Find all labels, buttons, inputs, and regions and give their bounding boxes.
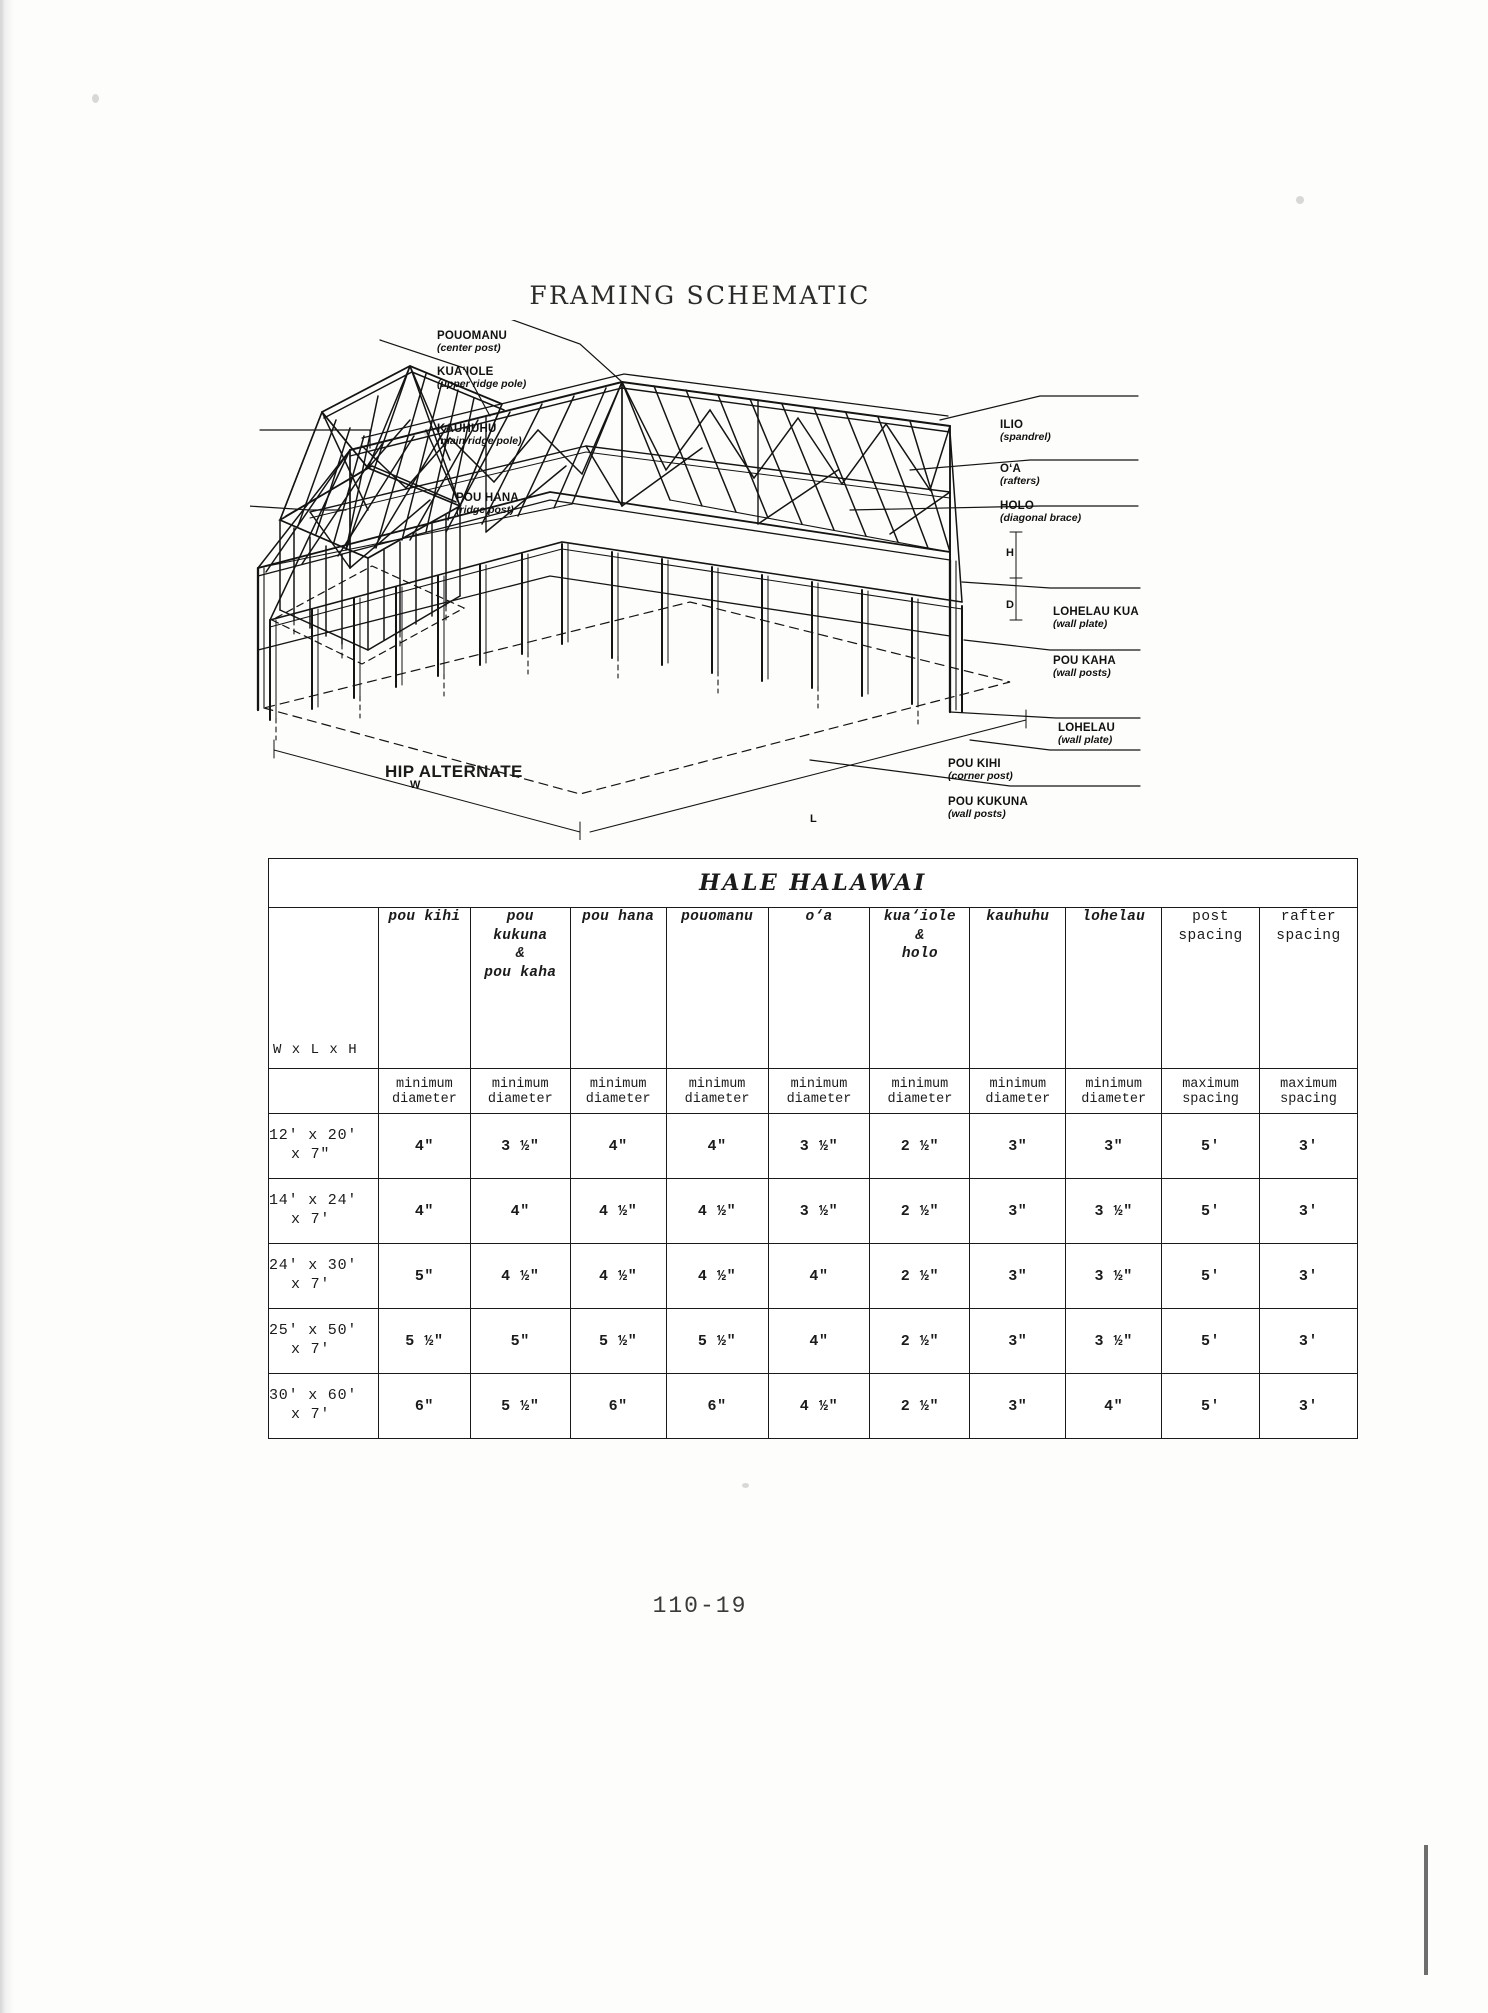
cell-pou-kihi: 6" — [379, 1374, 471, 1439]
subheader-kuaiole: minimum diameter — [870, 1069, 970, 1114]
table-row — [269, 1374, 1358, 1439]
header-oa: o‘a — [768, 908, 870, 1069]
cell-size: 25' x 50' x 7' — [269, 1309, 379, 1374]
cell-oa: 3 ½" — [768, 1114, 870, 1179]
cell-pou-hana: 4" — [570, 1114, 666, 1179]
callout-ilio: ILIO (spandrel) — [1000, 419, 1051, 443]
cell-lohelau: 3 ½" — [1066, 1179, 1162, 1244]
cell-post-spacing: 5' — [1162, 1244, 1260, 1309]
cell-pou-hana: 6" — [570, 1374, 666, 1439]
callout-pou-hana: POU HANA (ridge post) — [456, 492, 519, 516]
cell-post-spacing: 5' — [1162, 1179, 1260, 1244]
scan-line — [1424, 1845, 1428, 1975]
subheader-rafter-spacing: maximum spacing — [1260, 1069, 1358, 1114]
callout-pou-kihi: POU KIHI (corner post) — [948, 758, 1013, 782]
cell-size: 24' x 30' x 7' — [269, 1244, 379, 1309]
callout-lohelau-kua: LOHELAU KUA (wall plate) — [1053, 606, 1139, 630]
callout-pouomanu: POUOMANU (center post) — [437, 330, 507, 354]
callout-oa: O‘A (rafters) — [1000, 463, 1040, 487]
cell-pouomanu: 4" — [666, 1114, 768, 1179]
table-subheader-row — [269, 1069, 1358, 1114]
cell-kuaiole: 2 ½" — [870, 1244, 970, 1309]
cell-kauhuhu: 3" — [970, 1309, 1066, 1374]
cell-pouomanu: 6" — [666, 1374, 768, 1439]
callout-holo: HOLO (diagonal brace) — [1000, 500, 1082, 524]
cell-kauhuhu: 3" — [970, 1179, 1066, 1244]
header-post-spacing: post spacing — [1162, 908, 1260, 1069]
dimension-label-L: L — [810, 813, 817, 825]
dimension-label-W: W — [410, 779, 421, 791]
header-pou-kukuna: pou kukuna & pou kaha — [470, 908, 570, 1069]
cell-rafter-spacing: 3' — [1260, 1374, 1358, 1439]
cell-rafter-spacing: 3' — [1260, 1244, 1358, 1309]
table-row — [269, 1114, 1358, 1179]
cell-oa: 4" — [768, 1309, 870, 1374]
cell-kauhuhu: 3" — [970, 1244, 1066, 1309]
scan-speck — [742, 1483, 749, 1488]
cell-pou-kihi: 4" — [379, 1114, 471, 1179]
cell-rafter-spacing: 3' — [1260, 1309, 1358, 1374]
callout-kuaiole: KUA‘IOLE (upper ridge pole) — [437, 366, 527, 390]
scan-speck — [1296, 196, 1304, 204]
cell-kauhuhu: 3" — [970, 1114, 1066, 1179]
cell-pouomanu: 4 ½" — [666, 1179, 768, 1244]
hip-alternate-label: HIP ALTERNATE — [385, 762, 523, 781]
cell-pouomanu: 5 ½" — [666, 1309, 768, 1374]
cell-lohelau: 3 ½" — [1066, 1244, 1162, 1309]
cell-pou-hana: 4 ½" — [570, 1179, 666, 1244]
table-row — [269, 1179, 1358, 1244]
cell-rafter-spacing: 3' — [1260, 1179, 1358, 1244]
table-row — [269, 1309, 1358, 1374]
hale-halawai-table-wrapper — [268, 858, 1358, 1439]
subheader-kauhuhu: minimum diameter — [970, 1069, 1066, 1114]
cell-post-spacing: 5' — [1162, 1374, 1260, 1439]
cell-pou-kukuna: 5" — [470, 1309, 570, 1374]
table-header-row — [269, 908, 1358, 1069]
header-size: W x L x H — [269, 908, 379, 1069]
header-kauhuhu: kauhuhu — [970, 908, 1066, 1069]
cell-size: 30' x 60' x 7' — [269, 1374, 379, 1439]
subheader-blank — [269, 1069, 379, 1114]
cell-oa: 3 ½" — [768, 1179, 870, 1244]
subheader-pouomanu: minimum diameter — [666, 1069, 768, 1114]
subheader-pou-hana: minimum diameter — [570, 1069, 666, 1114]
cell-oa: 4" — [768, 1244, 870, 1309]
subheader-oa: minimum diameter — [768, 1069, 870, 1114]
cell-pou-kihi: 4" — [379, 1179, 471, 1244]
callout-pou-kukuna: POU KUKUNA (wall posts) — [948, 796, 1028, 820]
cell-pou-hana: 5 ½" — [570, 1309, 666, 1374]
cell-post-spacing: 5' — [1162, 1114, 1260, 1179]
cell-rafter-spacing: 3' — [1260, 1114, 1358, 1179]
callout-pou-kaha: POU KAHA (wall posts) — [1053, 655, 1116, 679]
cell-pou-kihi: 5 ½" — [379, 1309, 471, 1374]
cell-lohelau: 3" — [1066, 1114, 1162, 1179]
header-pou-hana: pou hana — [570, 908, 666, 1069]
cell-pou-kihi: 5" — [379, 1244, 471, 1309]
subheader-post-spacing: maximum spacing — [1162, 1069, 1260, 1114]
cell-kuaiole: 2 ½" — [870, 1114, 970, 1179]
subheader-pou-kihi: minimum diameter — [379, 1069, 471, 1114]
subheader-lohelau: minimum diameter — [1066, 1069, 1162, 1114]
callout-kauhuhu: KAUHUHU (main ridge pole) — [437, 423, 522, 447]
cell-kuaiole: 2 ½" — [870, 1179, 970, 1244]
header-kuaiole-holo: kua‘iole & holo — [870, 908, 970, 1069]
cell-kuaiole: 2 ½" — [870, 1374, 970, 1439]
cell-pou-hana: 4 ½" — [570, 1244, 666, 1309]
dimension-label-D: D — [1006, 599, 1014, 611]
cell-lohelau: 3 ½" — [1066, 1309, 1162, 1374]
cell-kuaiole: 2 ½" — [870, 1309, 970, 1374]
cell-pou-kukuna: 3 ½" — [470, 1114, 570, 1179]
callout-lohelau: LOHELAU (wall plate) — [1058, 722, 1115, 746]
cell-pou-kukuna: 4 ½" — [470, 1244, 570, 1309]
cell-lohelau: 4" — [1066, 1374, 1162, 1439]
subheader-pou-kukuna: minimum diameter — [470, 1069, 570, 1114]
cell-post-spacing: 5' — [1162, 1309, 1260, 1374]
table-row — [269, 1244, 1358, 1309]
cell-pou-kukuna: 4" — [470, 1179, 570, 1244]
hale-halawai-table — [268, 858, 1358, 1439]
table-title-row — [269, 859, 1358, 908]
cell-size: 14' x 24' x 7' — [269, 1179, 379, 1244]
page-title: FRAMING SCHEMATIC — [529, 281, 871, 310]
page-number: 110-19 — [652, 1593, 748, 1619]
dimension-label-H: H — [1006, 547, 1014, 559]
table-title: HALE HALAWAI — [269, 859, 1358, 908]
header-rafter-spacing: rafter spacing — [1260, 908, 1358, 1069]
header-pouomanu: pouomanu — [666, 908, 768, 1069]
cell-pouomanu: 4 ½" — [666, 1244, 768, 1309]
cell-size: 12' x 20' x 7" — [269, 1114, 379, 1179]
cell-pou-kukuna: 5 ½" — [470, 1374, 570, 1439]
cell-kauhuhu: 3" — [970, 1374, 1066, 1439]
scan-speck — [92, 94, 99, 103]
header-pou-kihi: pou kihi — [379, 908, 471, 1069]
header-lohelau: lohelau — [1066, 908, 1162, 1069]
cell-oa: 4 ½" — [768, 1374, 870, 1439]
scan-line — [0, 0, 3, 640]
